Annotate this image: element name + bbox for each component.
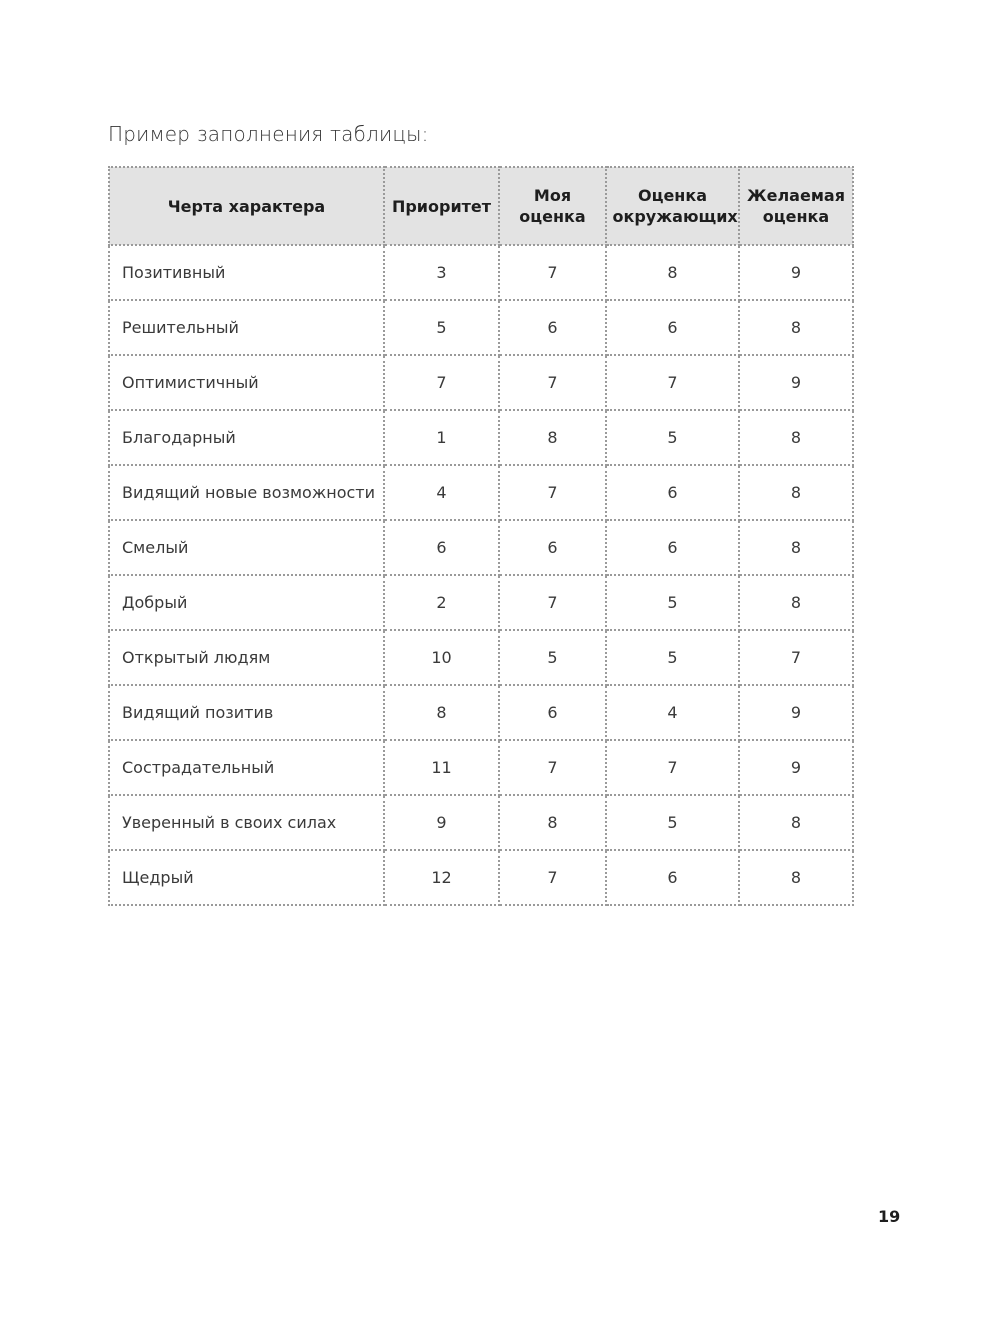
page-number: 19 [878,1207,901,1226]
header-trait: Черта характера [109,167,384,245]
cell-my-rating: 6 [499,685,606,740]
cell-my-rating: 6 [499,300,606,355]
cell-trait: Сострадательный [109,740,384,795]
cell-my-rating: 8 [499,795,606,850]
table-row [109,630,853,685]
cell-my-rating: 7 [499,740,606,795]
table-row [109,740,853,795]
cell-others-rating: 6 [606,850,739,905]
table-row [109,685,853,740]
table-row [109,245,853,300]
header-row [109,167,853,245]
cell-my-rating: 8 [499,410,606,465]
table-row [109,520,853,575]
cell-others-rating: 5 [606,630,739,685]
table-caption: Пример заполнения таблицы: [108,122,429,146]
cell-desired-rating: 8 [739,520,853,575]
cell-priority: 12 [384,850,499,905]
table-row [109,850,853,905]
cell-my-rating: 7 [499,355,606,410]
cell-others-rating: 6 [606,300,739,355]
cell-desired-rating: 8 [739,795,853,850]
cell-my-rating: 7 [499,245,606,300]
cell-desired-rating: 8 [739,575,853,630]
cell-others-rating: 7 [606,355,739,410]
cell-my-rating: 7 [499,850,606,905]
cell-priority: 6 [384,520,499,575]
cell-trait: Решительный [109,300,384,355]
cell-priority: 10 [384,630,499,685]
cell-others-rating: 6 [606,465,739,520]
cell-trait: Оптимистичный [109,355,384,410]
table-row [109,465,853,520]
cell-priority: 8 [384,685,499,740]
cell-desired-rating: 7 [739,630,853,685]
cell-others-rating: 8 [606,245,739,300]
cell-priority: 4 [384,465,499,520]
cell-my-rating: 6 [499,520,606,575]
cell-desired-rating: 8 [739,300,853,355]
table-row [109,355,853,410]
table-body [109,245,853,905]
cell-desired-rating: 8 [739,465,853,520]
cell-trait: Благодарный [109,410,384,465]
cell-others-rating: 5 [606,575,739,630]
cell-desired-rating: 9 [739,740,853,795]
table-header [109,167,853,245]
table-row [109,410,853,465]
traits-table [108,166,854,906]
cell-others-rating: 5 [606,410,739,465]
table-row [109,795,853,850]
cell-trait: Открытый людям [109,630,384,685]
cell-desired-rating: 8 [739,850,853,905]
header-desired-rating-label: Желаемая оценка [747,186,845,226]
cell-priority: 11 [384,740,499,795]
table-row [109,300,853,355]
cell-desired-rating: 8 [739,410,853,465]
cell-my-rating: 7 [499,575,606,630]
header-my-rating-label: Моя оценка [519,186,586,226]
cell-priority: 5 [384,300,499,355]
traits-table-container [108,166,852,906]
cell-trait: Смелый [109,520,384,575]
header-desired-rating [739,167,853,245]
cell-priority: 3 [384,245,499,300]
cell-others-rating: 5 [606,795,739,850]
cell-priority: 7 [384,355,499,410]
header-others-rating [606,167,739,245]
cell-my-rating: 5 [499,630,606,685]
header-others-rating-label: Оценка окружающих [612,186,738,226]
cell-others-rating: 7 [606,740,739,795]
cell-priority: 1 [384,410,499,465]
cell-trait: Видящий позитив [109,685,384,740]
cell-my-rating: 7 [499,465,606,520]
table-row [109,575,853,630]
cell-priority: 9 [384,795,499,850]
cell-desired-rating: 9 [739,355,853,410]
cell-trait: Позитивный [109,245,384,300]
cell-others-rating: 6 [606,520,739,575]
cell-trait: Добрый [109,575,384,630]
header-priority: Приоритет [384,167,499,245]
cell-trait: Уверенный в своих силах [109,795,384,850]
cell-others-rating: 4 [606,685,739,740]
cell-priority: 2 [384,575,499,630]
cell-trait: Щедрый [109,850,384,905]
header-my-rating [499,167,606,245]
cell-desired-rating: 9 [739,685,853,740]
cell-trait: Видящий новые возможности [109,465,384,520]
cell-desired-rating: 9 [739,245,853,300]
